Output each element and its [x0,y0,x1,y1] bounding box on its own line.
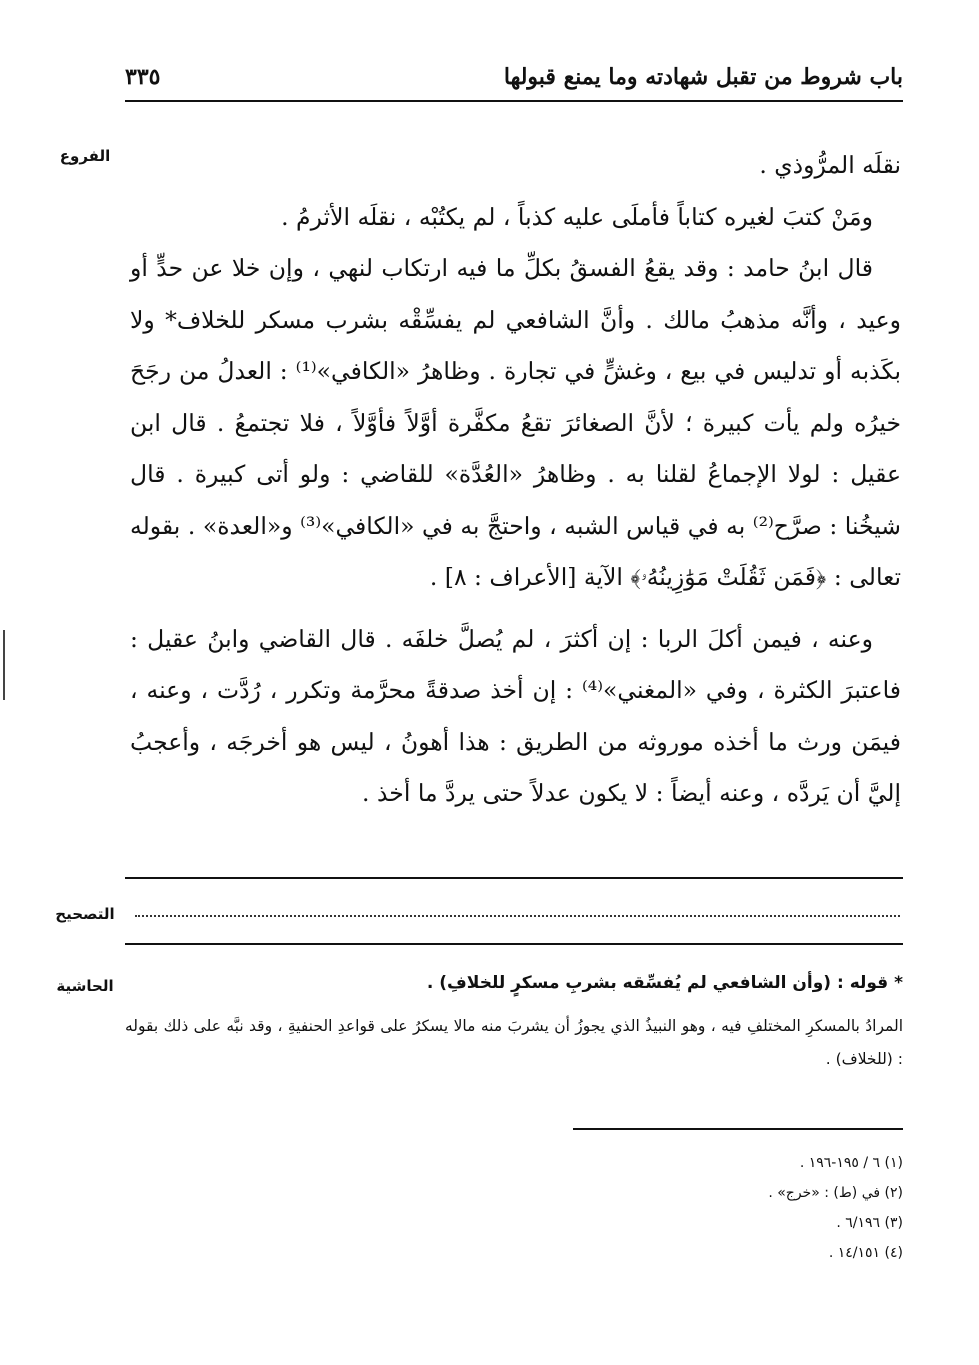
hashiya-body: المرادُ بالمسكرِ المختلفِ فيه ، وهو النبيذُ الذي يجوزُ أن يشربَ منه مالا يسكرُ على قواعدِ الحنفيةِ ، وقد نبَّه على ذلك بقوله : (للخلاف) . [125,1017,903,1068]
main-paragraph: قال ابنُ حامد : وقد يقعُ الفسقُ بكلِّ ما فيه ارتكاب لنهي ، وإن خلا عن حدٍّ أو وعيد ، وأنَّه مذهبُ مالك . وأنَّ الشافعي لم يفسِّقْه بشرب مسكر للخلاف* ولا بكَذبه أو تدليس في بيع ، وغشٍّ في تجارة . وظاهرُ «الكافي»⁽¹⁾ : العدلُ من رجَحَ خيرُه ولم يأت كبيرة ؛ لأنَّ الصغائرَ تقعُ مكفَّرة أوَّلاً فأوَّلاً ، فلا تجتمعُ . قال ابن عقيل : لولا الإجماعُ لقلنا به . وظاهرُ «العُدَّة» للقاضي : ولو أتى كبيرة . قال شيخُنا : صرَّح⁽²⁾ به في قياس الشبه ، واحتجَّ به في «الكافي»⁽³⁾ و«العدة» . بقوله تعالى : ﴿فَمَن ثَقُلَتْ مَوَٰزِينُهُۥ﴾ الآية [الأعراف : ٨] . [130,254,901,591]
footnote: (٤) ١٤/١٥١ . [828,1245,903,1261]
footnote-rule [573,1128,903,1130]
margin-label-hashiya: الحاشية [56,977,114,995]
page-number: ٣٣٥ [125,64,161,90]
footnote: (٣) ٦/١٩٦ . [836,1215,903,1231]
margin-label-tashih: التصحيح [55,905,115,923]
section-rule-top [125,877,903,879]
tashih-dotted-line [135,915,900,917]
main-text [130,140,901,820]
footnote: (٢) في (ط) : «خرج» . [768,1185,903,1201]
footnote: (١) ٦ / ١٩٥-١٩٦ . [799,1155,903,1171]
main-paragraph: نقلَه المرُّوذي . [759,151,901,179]
running-head [125,58,903,98]
margin-label-furu: الفروع [59,147,111,165]
main-paragraph: وعنه ، فيمن أكلَ الربا : إن أكثرَ ، لم يُصلَّ خلفَه . قال القاضي وابنُ عقيل : فاعتبرَ الكثرة ، وفي «المغني»⁽⁴⁾ : إن أخذ صدقةً محرَّمة وتكرر ، رُدَّت ، وعنه ، فيمَن ورث ما أخذه موروثه من الطريق : هذا أهونُ ، ليس هو أخرجَه ، وأعجبُ إليَّ أن يَردَّه ، وعنه أيضاً : لا يكون عدلاً حتى يردَّ ما أخذ . [130,624,901,807]
section-rule-bottom [125,943,903,945]
footnotes [560,1148,903,1268]
binding-edge-mark [3,630,5,700]
main-paragraph: ومَنْ كتبَ لغيره كتاباً فأملَى عليه كذباً ، لم يكتُبْه ، نقلَه الأثرمُ . [281,202,873,231]
hashiya-section [125,968,903,1076]
header-rule [125,100,903,102]
running-title: باب شروط من تقبل شهادته وما يمنع قبولها [503,64,903,90]
hashiya-heading: * قوله : (وأن الشافعي لم يُفسِّقه بشربِ مسكرٍ للخلافِ) . [426,973,903,993]
